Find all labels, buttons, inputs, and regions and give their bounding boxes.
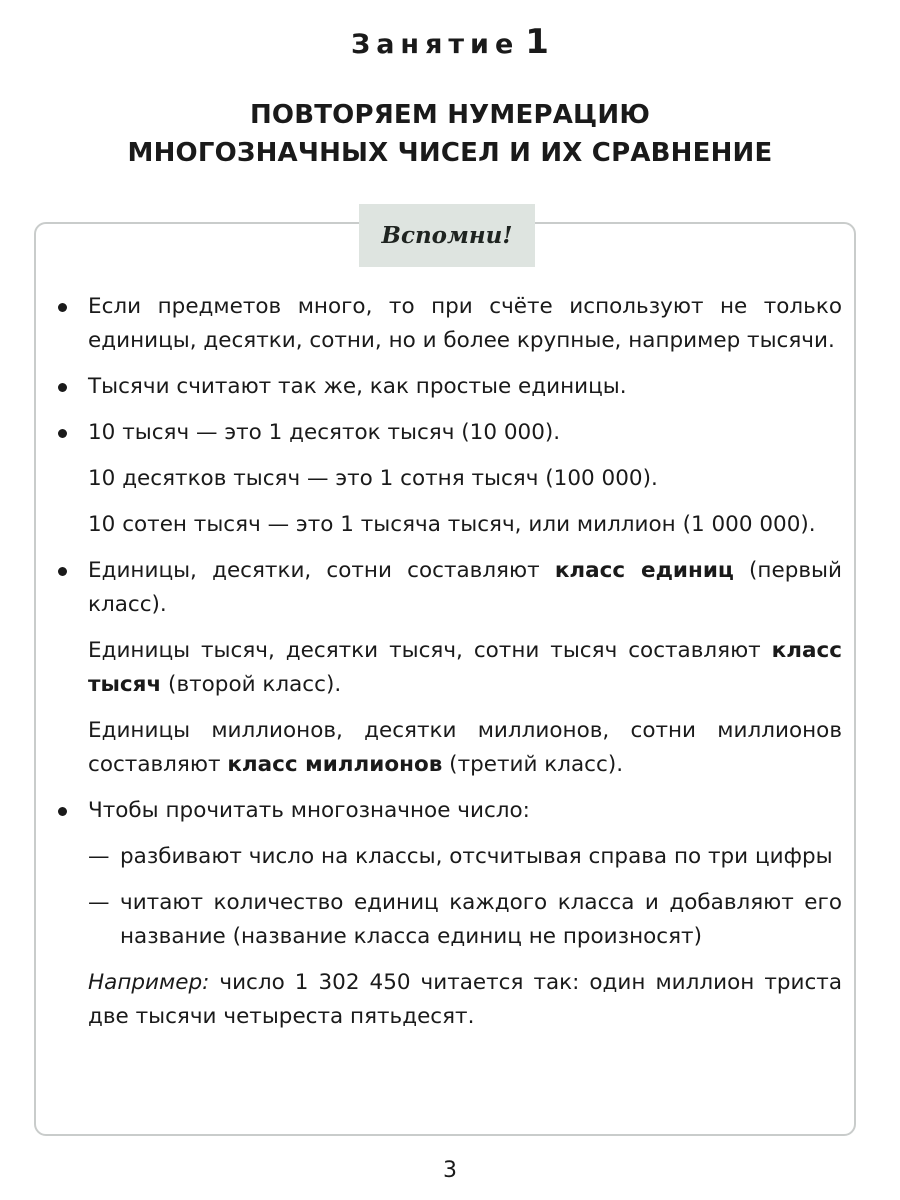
topic-line-1: ПОВТОРЯЕМ НУМЕРАЦИЮ — [249, 100, 651, 130]
lesson-title — [0, 22, 900, 65]
list-item-continuation: 10 десятков тысяч — это 1 сотня тысяч (100 000). — [88, 466, 658, 491]
example-lead: Например: — [88, 970, 210, 995]
term-class-millions: класс миллионов — [227, 752, 443, 777]
list-item: Если предметов много, то при счёте используют не только единицы, десятки, сотни, но и более крупные, например тысячи. — [56, 290, 842, 358]
list-item: Единицы, десятки, сотни составляют класс единиц (первый класс). — [56, 554, 842, 622]
remember-label: Вспомни! — [359, 204, 535, 267]
lesson-number: 1 — [525, 22, 549, 62]
sub-list-item: — читают количество единиц каждого класса и добавляют его название (название класса единиц не произносят) — [56, 886, 842, 954]
example-text: число 1 302 450 читается так: один миллион триста две тысячи четыреста пятьдесят. — [88, 970, 842, 1029]
topic-title — [0, 96, 900, 172]
term-class-thousands: класс тысяч — [88, 638, 842, 697]
dash-mark: — — [88, 890, 110, 915]
topic-line-2: МНОГОЗНАЧНЫХ ЧИСЕЛ И ИХ СРАВНЕНИЕ — [127, 138, 773, 168]
term-class-units: класс единиц — [554, 558, 734, 583]
sub-list-item: — разбивают число на классы, отсчитывая справа по три цифры — [56, 840, 842, 874]
list-item-continuation: Единицы миллионов, десятки миллионов, сотни миллионов составляют класс миллионов (третий класс). — [88, 718, 842, 777]
remember-content — [56, 290, 842, 1046]
dash-mark: — — [88, 844, 110, 869]
list-item: Тысячи считают так же, как простые единицы. — [56, 370, 842, 404]
list-item-continuation: Единицы тысяч, десятки тысяч, сотни тысяч составляют класс тысяч (второй класс). — [88, 638, 842, 697]
lesson-word: Занятие — [351, 29, 520, 60]
list-item: 10 тысяч — это 1 десяток тысяч (10 000). — [56, 416, 842, 450]
page-number: 3 — [443, 1158, 457, 1183]
example — [56, 966, 842, 1034]
list-item: Чтобы прочитать многозначное число: — [56, 794, 842, 828]
list-item-continuation: 10 сотен тысяч — это 1 тысяча тысяч, или миллион (1 000 000). — [88, 512, 816, 537]
